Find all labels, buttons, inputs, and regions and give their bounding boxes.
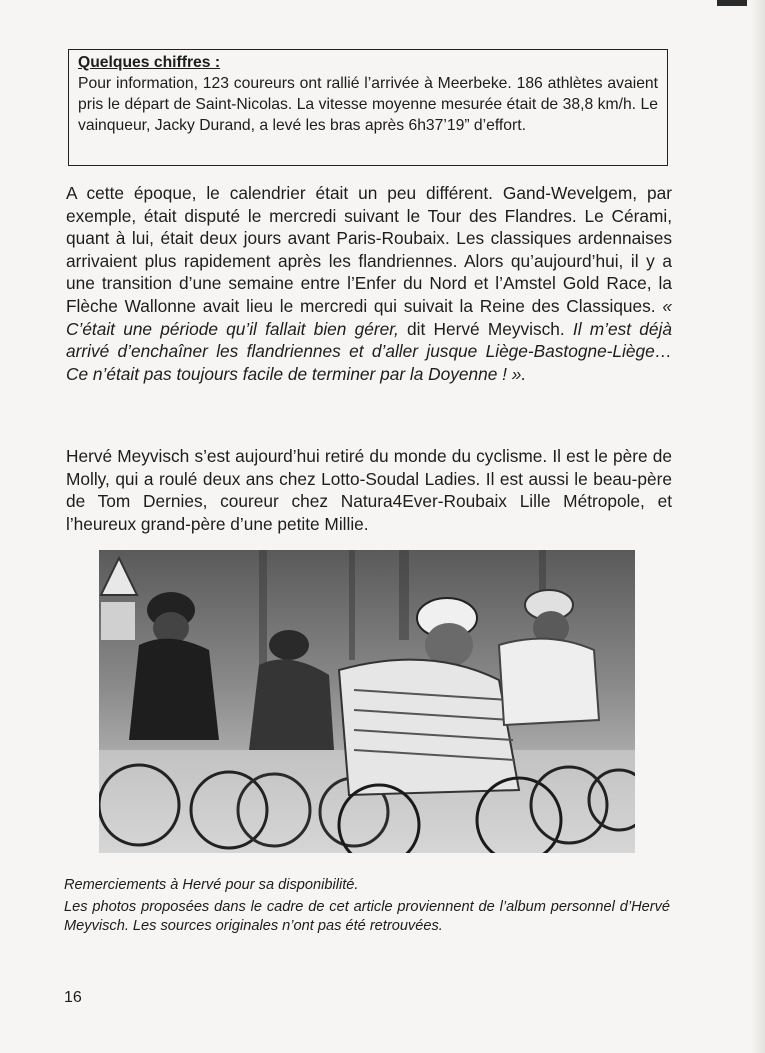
page-edge-shadow — [751, 0, 765, 1053]
cyclists-photo — [99, 550, 635, 853]
caption-photo-credit: Les photos proposées dans le cadre de cet article proviennent de l’album personnel d’Hervé Meyvisch. Les sources originales n’ont pas été retrouvées. — [64, 899, 670, 934]
quote-part-1: « C’était une période qu’il fallait bien gérer, — [66, 295, 672, 339]
scan-corner-mark — [717, 0, 747, 6]
cyclists-photo-illustration — [99, 550, 635, 853]
page-number: 16 — [64, 989, 82, 1006]
figures-box-title: Quelques chiffres : — [78, 54, 221, 71]
figures-box-body: Pour information, 123 coureurs ont rallié l’arrivée à Meerbeke. 186 athlètes avaient pris le départ de Saint-Nicolas. La vitesse moyenne mesurée était de 38,8 km/h. Le vainqueur, Jacky Durand, a levé les bras après 6h37’19” d’effort. — [78, 75, 658, 134]
paragraph-calendar-text: A cette époque, le calendrier était un peu différent. Gand-Wevelgem, par exemple, était disputé le mercredi suivant le Tour des Flandres. Le Cérami, quant à lui, était deux jours avant Paris-Roubaix. Les classiques ardennaises arrivaient plus rapidement après les flandriennes. Alors qu’aujourd’hui, il y a une transition d’une semaine entre l’Enfer du Nord et l’Amstel Gold Race, la Flèche Wallonne avait lieu le mercredi qui suivait la Reine des Classiques. — [66, 183, 672, 316]
paragraph-retirement: Hervé Meyvisch s’est aujourd’hui retiré du monde du cyclisme. Il est le père de Molly, qui a roulé deux ans chez Lotto-Soudal Ladies. Il est aussi le beau-père de Tom Dernies, coureur chez Natura4Ever-Roubaix Lille Métropole, et l’heureux grand-père d’une petite Millie. — [66, 446, 672, 534]
quote-attribution: dit Hervé Meyvisch. — [407, 318, 565, 339]
quote-part-2: Il m’est déjà arrivé d’enchaîner les flandriennes et d’aller jusque Liège-Bastogne-Liège… Ce n’était pas toujours facile de terminer par la Doyenne ! ». — [66, 318, 672, 384]
caption-thanks: Remerciements à Hervé pour sa disponibilité. — [64, 877, 359, 893]
figures-box — [68, 49, 668, 166]
paragraph-calendar — [66, 182, 672, 385]
